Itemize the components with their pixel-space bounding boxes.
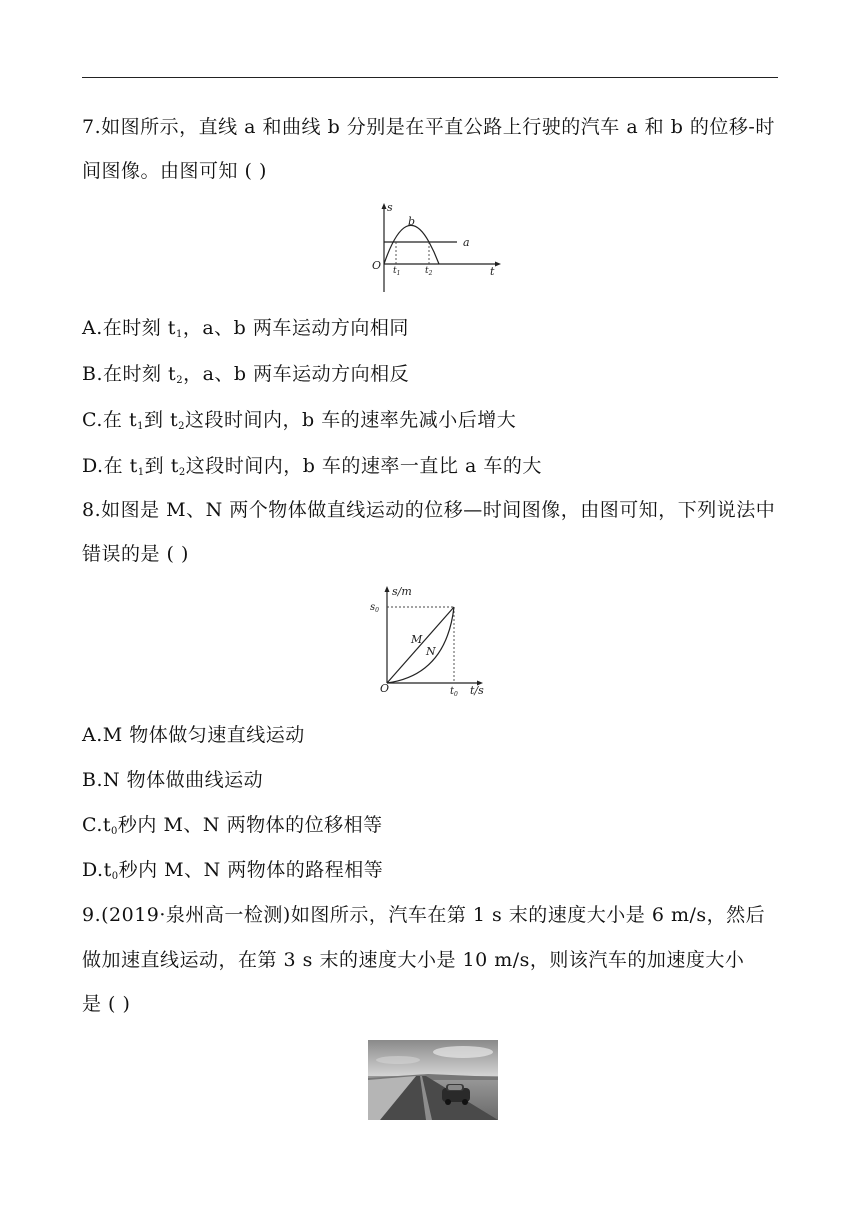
q7-tick-t2: $t_2$ bbox=[425, 266, 433, 277]
q7-stem-line2: 间图像。由图可知 ( ) bbox=[82, 160, 267, 182]
q7-option-b: B.在时刻 $t_2$，a、b 两车运动方向相反 bbox=[82, 363, 410, 386]
q7-option-a: A.在时刻 $t_1$，a、b 两车运动方向相同 bbox=[82, 317, 409, 340]
q8-stem-line1: 8.如图是 M、N 两个物体做直线运动的位移—时间图像，由图可知，下列说法中 bbox=[82, 499, 776, 521]
q8-y-axis-label: s/m bbox=[392, 585, 412, 598]
q8-figure bbox=[370, 583, 495, 698]
q8-tick-t0: $t_0$ bbox=[450, 686, 458, 698]
q7-tick-t1: $t_1$ bbox=[393, 266, 401, 277]
q8-option-a: A.M 物体做匀速直线运动 bbox=[82, 724, 305, 746]
q9-stem-line1: 9.(2019·泉州高一检测)如图所示，汽车在第 1 s 末的速度大小是 6 m/s，然后 bbox=[82, 904, 766, 926]
q8-origin-label: O bbox=[380, 682, 390, 695]
q8-x-axis-label: t/s bbox=[470, 684, 484, 697]
q9-stem-line2: 做加速直线运动，在第 3 s 末的速度大小是 10 m/s，则该汽车的加速度大小 bbox=[82, 949, 745, 971]
q7-origin-label: O bbox=[372, 259, 382, 272]
q8-option-c: $C.t_0$秒内 M、N 两物体的位移相等 bbox=[82, 814, 383, 837]
q7-option-d: D.在 $t_1$到 $t_2$这段时间内，b 车的速率一直比 a 车的大 bbox=[82, 455, 542, 478]
q7-label-b: b bbox=[408, 215, 416, 228]
q7-x-axis-label: t bbox=[490, 265, 495, 278]
q9-stem-line3: 是 ( ) bbox=[82, 993, 131, 1015]
q7-y-axis-label: s bbox=[387, 201, 393, 214]
q8-option-d: $D.t_0$秒内 M、N 两物体的路程相等 bbox=[82, 859, 384, 882]
q8-label-n: N bbox=[426, 645, 436, 658]
q7-label-a: a bbox=[463, 236, 470, 249]
q8-stem-line2: 错误的是 ( ) bbox=[82, 543, 189, 565]
q7-option-c: C.在 $t_1$到 $t_2$这段时间内，b 车的速率先减小后增大 bbox=[82, 409, 517, 432]
q7-stem-line1: 7.如图所示，直线 a 和曲线 b 分别是在平直公路上行驶的汽车 a 和 b 的位移-时 bbox=[82, 116, 775, 138]
q7-figure bbox=[365, 200, 510, 295]
car-on-road-photo bbox=[368, 1040, 498, 1120]
q8-option-b: B.N 物体做曲线运动 bbox=[82, 769, 264, 791]
header-rule bbox=[82, 77, 778, 78]
q8-tick-s0: $s_0$ bbox=[370, 602, 379, 614]
q8-label-m: M bbox=[411, 633, 423, 646]
q7-curve-b bbox=[384, 225, 439, 264]
